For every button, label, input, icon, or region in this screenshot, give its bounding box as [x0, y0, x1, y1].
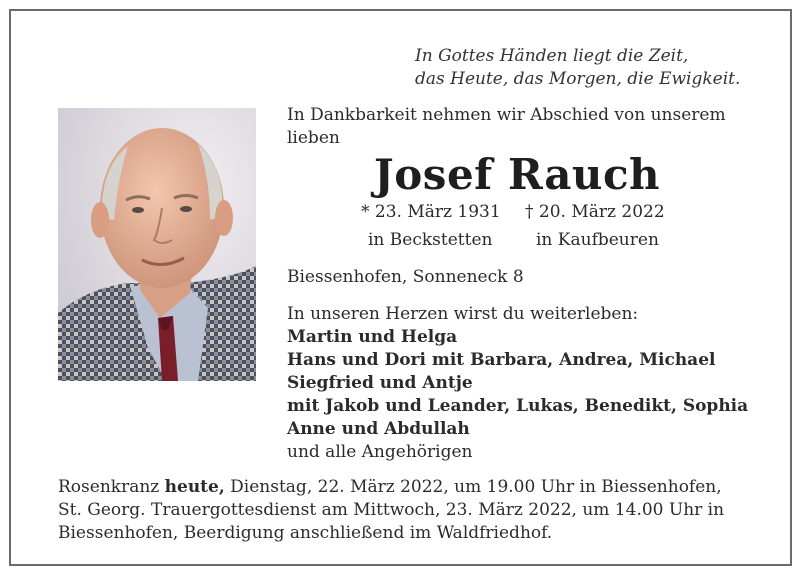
rosary-prefix: Rosenkranz [58, 477, 165, 497]
mourners-list [287, 303, 757, 464]
mourner-line: Martin und Helga [287, 327, 458, 347]
mourners-heading: In unseren Herzen wirst du weiterleben: [287, 304, 639, 324]
service-line-1 [58, 476, 758, 499]
death-date: † 20. März 2022 [525, 202, 665, 222]
rosary-details: Dienstag, 22. März 2022, um 19.00 Uhr in Biessenhofen, [224, 477, 722, 497]
mourner-line: mit Jakob und Leander, Lukas, Benedikt, Sophia [287, 396, 749, 416]
birth-place: in Beckstetten [368, 230, 493, 250]
memorial-verse [415, 45, 740, 91]
service-line-2: St. Georg. Trauergottesdienst am Mittwoch, 23. März 2022, um 14.00 Uhr in [58, 500, 725, 520]
deceased-name: Josef Rauch [373, 150, 661, 199]
mourner-line: Siegfried und Antje [287, 373, 473, 393]
verse-line-2: das Heute, das Morgen, die Ewigkeit. [415, 69, 741, 89]
intro-text: In Dankbarkeit nehmen wir Abschied von unserem lieben [287, 105, 726, 148]
rosary-today: heute, [164, 477, 225, 497]
mourners-closing: und alle Angehörigen [287, 442, 473, 462]
service-line-3: Biessenhofen, Beerdigung anschließend im Waldfriedhof. [58, 523, 553, 543]
portrait-photo [58, 108, 256, 381]
service-info [58, 476, 758, 545]
mourner-line: Hans und Dori mit Barbara, Andrea, Michael [287, 350, 716, 370]
address: Biessenhofen, Sonneneck 8 [287, 267, 524, 287]
mourner-line: Anne und Abdullah [287, 419, 470, 439]
death-place: in Kaufbeuren [536, 230, 659, 250]
verse-line-1: In Gottes Händen liegt die Zeit, [415, 46, 689, 66]
birth-date: * 23. März 1931 [361, 202, 501, 222]
